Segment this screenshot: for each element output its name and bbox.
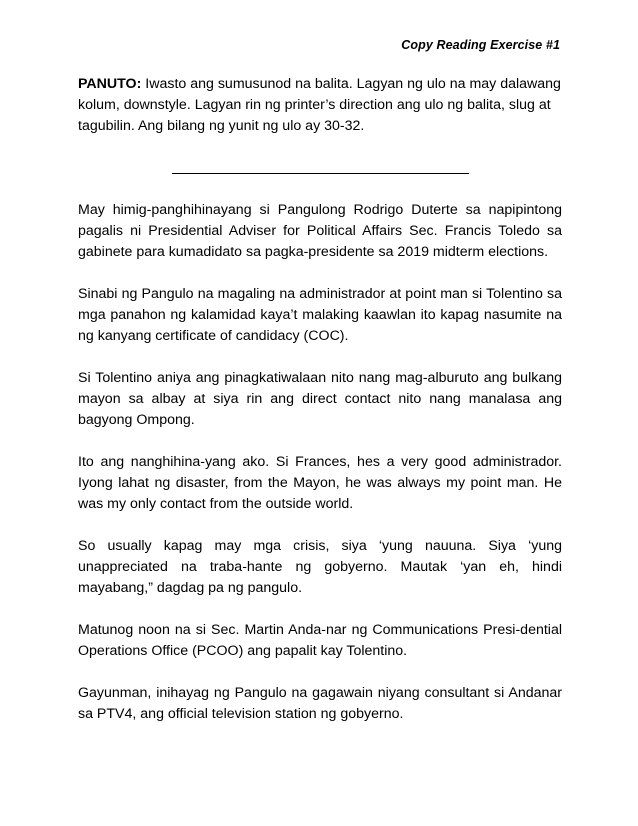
article-paragraph: So usually kapag may mga crisis, siya ‘yung nauuna. Siya ‘yung unappreciated na traba-hante ng gobyerno. Mautak ‘yan eh, hindi mayabang,” dagdag pa ng pangulo. xyxy=(78,538,562,596)
headline-blank-line xyxy=(172,173,469,174)
exercise-title: Copy Reading Exercise #1 xyxy=(401,38,560,52)
article-paragraph: Matunog noon na si Sec. Martin Anda-nar ng Communications Presi-dential Operations Office (PCOO) ang papalit kay Tolentino. xyxy=(78,622,562,659)
article-paragraph: May himig-panghihinayang si Pangulong Rodrigo Duterte sa napipintong pagalis ni Presidential Adviser for Political Affairs Sec. Francis Toledo sa gabinete para kumadidato sa pagka-presidente sa 2019 midterm elections. xyxy=(78,202,562,260)
instructions-text: Iwasto ang sumusunod na balita. Lagyan ng ulo na may dalawang kolum, downstyle. Lagyan rin ng printer’s direction ang ulo ng balita, slug at tagubilin. Ang bilang ng yunit ng ulo ay 30-32. xyxy=(78,76,561,134)
instructions-block xyxy=(78,74,562,137)
article-paragraph: Gayunman, inihayag ng Pangulo na gagawain niyang consultant si Andanar sa PTV4, ang official television station ng gobyerno. xyxy=(78,685,562,722)
article-paragraph: Si Tolentino aniya ang pinagkatiwalaan nito nang mag-alburuto ang bulkang mayon sa albay at siya rin ang direct contact nito nang manalasa ang bagyong Ompong. xyxy=(78,370,562,428)
article-paragraph: Sinabi ng Pangulo na magaling na administrador at point man si Tolentino sa mga panahon ng kalamidad kaya’t malaking kaawlan ito kapag nasumite na ng kanyang certificate of candidacy (COC). xyxy=(78,286,562,344)
article-paragraph: Ito ang nanghihina-yang ako. Si Frances, hes a very good administrador. Iyong lahat ng disaster, from the Mayon, he was always my point man. He was my only contact from the outside world. xyxy=(78,454,562,512)
news-article xyxy=(78,200,562,746)
instructions-label: PANUTO: xyxy=(78,76,142,92)
